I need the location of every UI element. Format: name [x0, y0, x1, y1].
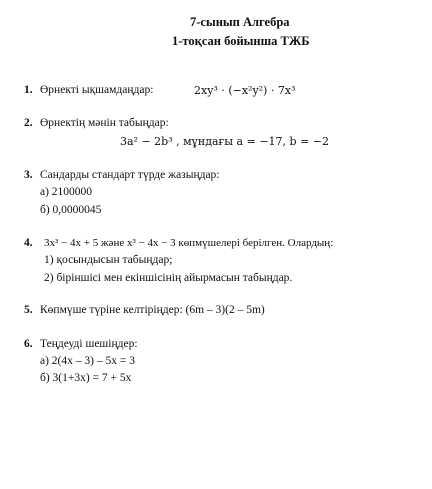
task-1-text: Өрнекті ықшамдаңдар: — [40, 84, 154, 96]
task-5-number: 5. — [24, 304, 33, 316]
task-3-text: Сандарды стандарт түрде жазыңдар: — [40, 169, 220, 181]
task-1-expression: 2xy³ · (−x²y²) · 7x³ — [194, 84, 296, 97]
task-3-item-a: а) 2100000 — [40, 186, 93, 198]
task-4-text: 3x³ − 4x + 5 және x³ − 4x − 3 көпмүшелері берілген. Олардың: — [44, 237, 334, 249]
task-4-number: 4. — [24, 237, 33, 249]
task-2-number: 2. — [24, 117, 33, 129]
task-2-text: Өрнектің мәнін табыңдар: — [40, 117, 169, 129]
task-6-item-a: а) 2(4x – 3) – 5x = 3 — [40, 355, 135, 367]
task-6-item-b: б) 3(1+3x) = 7 + 5x — [40, 372, 132, 384]
task-2-expression: 3a² − 2b³ , мұндағы a = −17, b = −2 — [120, 135, 329, 148]
task-6-text: Теңдеуді шешіңдер: — [40, 338, 138, 350]
task-1-number: 1. — [24, 84, 33, 96]
page-subtitle: 1-тоқсан бойынша ТЖБ — [172, 34, 310, 48]
task-5-text: Көпмүше түріне келтіріңдер: (6m – 3)(2 – 5m) — [40, 304, 265, 316]
task-3-item-b: б) 0,0000045 — [40, 204, 102, 216]
task-4-item-2: 2) біріншісі мен екіншісінің айырмасын табыңдар. — [44, 272, 293, 284]
page-title: 7-сынып Алгебра — [190, 15, 290, 29]
task-6-number: 6. — [24, 338, 33, 350]
task-4-item-1: 1) қосындысын табыңдар; — [44, 254, 173, 266]
task-3-number: 3. — [24, 169, 33, 181]
